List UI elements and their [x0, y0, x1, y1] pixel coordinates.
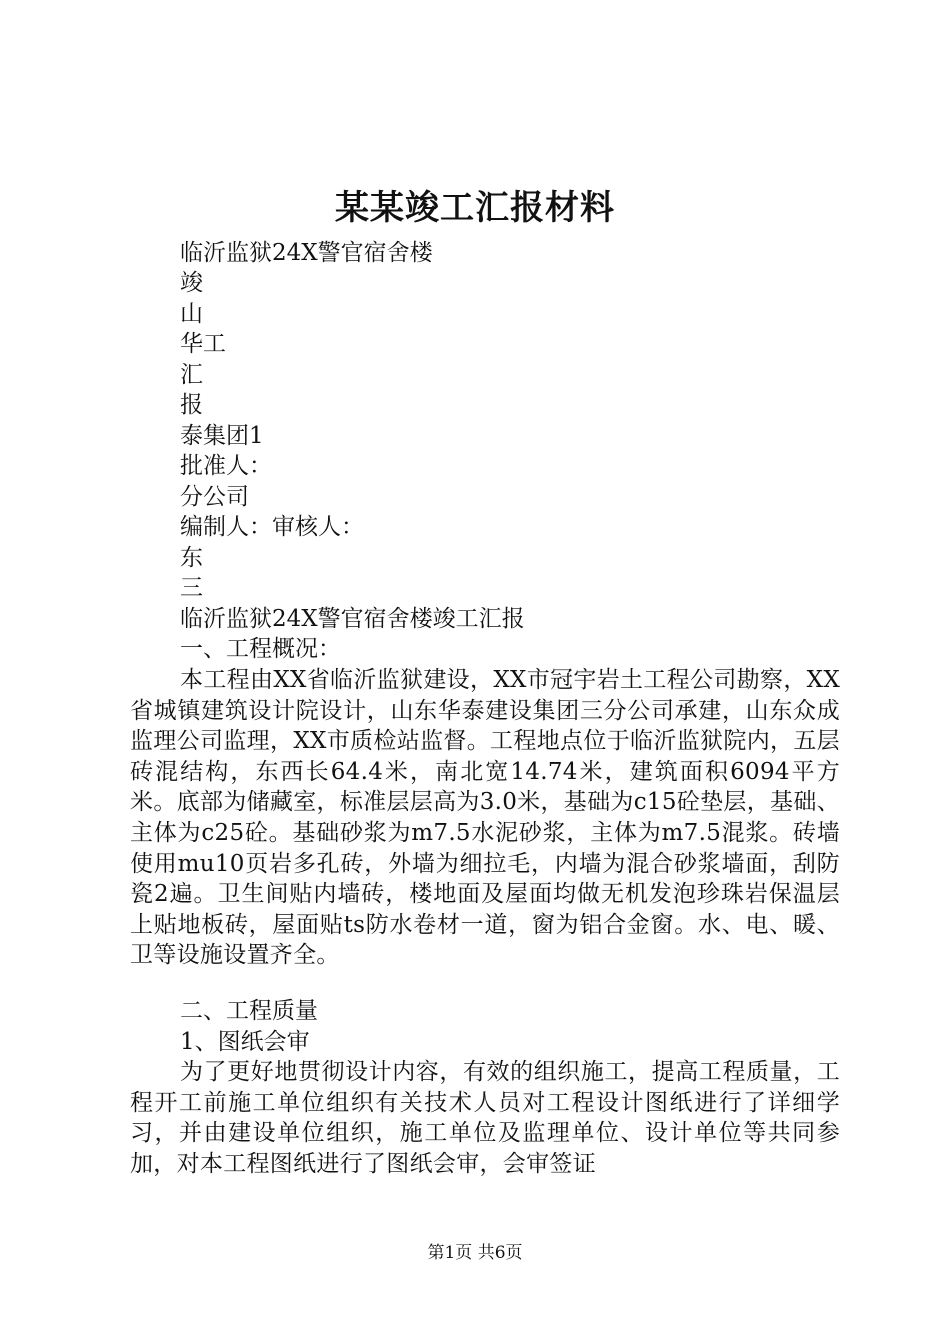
cover-line: 东 — [180, 545, 203, 571]
report-heading: 临沂监狱24X警官宿舍楼竣工汇报 — [180, 606, 525, 632]
cover-line: 竣 — [180, 270, 203, 296]
section1-heading: 一、工程概况： — [180, 636, 341, 662]
cover-line: 泰集团1 — [180, 423, 264, 449]
document-title: 某某竣工汇报材料 — [335, 188, 615, 228]
cover-line: 报 — [180, 392, 203, 418]
cover-line: 批准人： — [180, 453, 272, 479]
page-footer: 第1页 共6页 — [427, 1243, 523, 1263]
cover-line: 山 — [180, 301, 203, 327]
cover-line: 临沂监狱24X警官宿舍楼 — [180, 240, 433, 266]
cover-line: 分公司 — [180, 484, 249, 510]
section2-heading: 二、工程质量 — [180, 998, 318, 1024]
overview-paragraph: 本工程由XX省临沂监狱建设，XX市冠宇岩土工程公司勘察，XX省城镇建筑设计院设计，山东华泰建设集团三分公司承建，山东众成监理公司监理，XX市质检站监督。工程地点位于临沂监狱院内，五层砖混结构，东西长64.4米，南北宽14.74米，建筑面积6094平方米。底部为储藏室，标准层层高为3.0米，基础为c15砼垫层，基础、主体为c25砼。基础砂浆为m7.5水泥砂浆，主体为m7.5混浆。砖墙使用mu10页岩多孔砖，外墙为细拉毛，内墙为混合砂浆墙面，刮防瓷2遍。卫生间贴内墙砖，楼地面及屋面均做无机发泡珍珠岩保温层上贴地板砖，屋面贴ts防水卷材一道，窗为铝合金窗。水、电、暖、卫等设施设置齐全。 — [130, 667, 840, 969]
subsection1-heading: 1、图纸会审 — [180, 1029, 310, 1055]
drawing-review-paragraph: 为了更好地贯彻设计内容，有效的组织施工，提高工程质量，工程开工前施工单位组织有关技术人员对工程设计图纸进行了详细学习，并由建设单位组织，施工单位及监理单位、设计单位等共同参加，对本工程图纸进行了图纸会审，会审签证 — [130, 1059, 840, 1177]
cover-line: 汇 — [180, 362, 203, 388]
cover-line: 三 — [180, 575, 203, 601]
cover-line: 编制人：审核人： — [180, 514, 364, 540]
cover-line: 华工 — [180, 331, 226, 357]
